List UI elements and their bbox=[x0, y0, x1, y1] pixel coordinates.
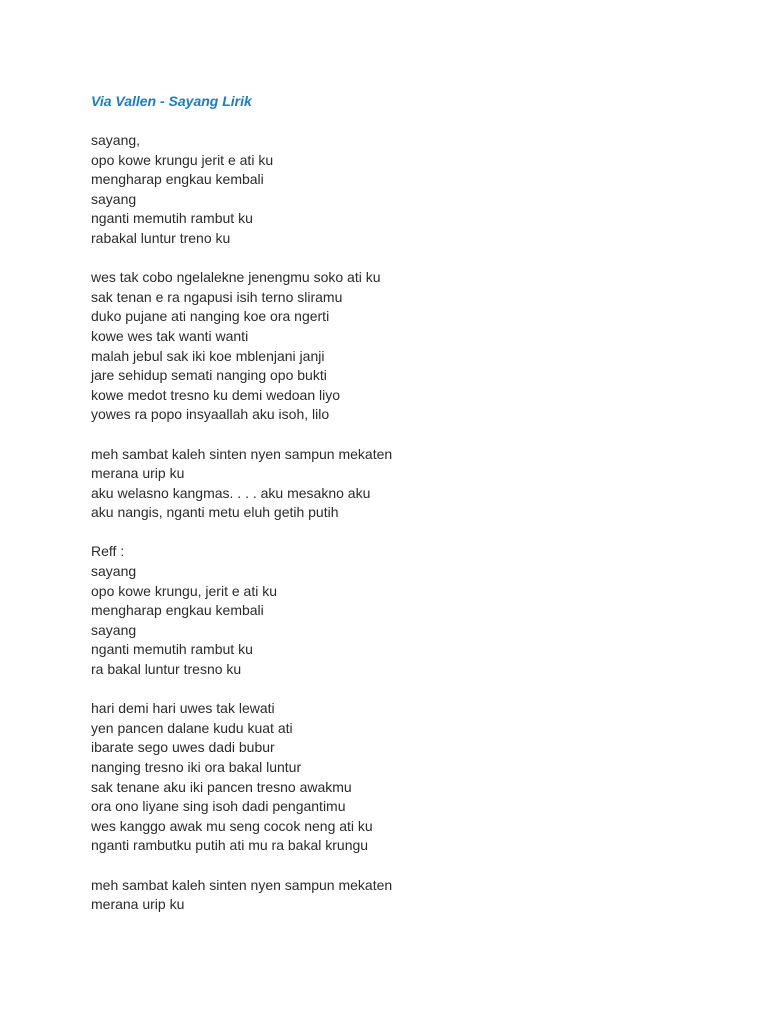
lyric-line: nganti memutih rambut ku bbox=[91, 210, 253, 227]
lyric-line: malah jebul sak iki koe mblenjani janji bbox=[91, 347, 325, 364]
lyric-line: aku welasno kangmas. . . . aku mesakno aku bbox=[91, 484, 371, 501]
lyric-line: meh sambat kaleh sinten nyen sampun mekaten bbox=[91, 876, 393, 893]
lyric-line: mengharap engkau kembali bbox=[91, 171, 264, 188]
lyric-line: aku nangis, nganti metu eluh getih putih bbox=[91, 504, 339, 521]
lyrics-stanza bbox=[91, 699, 392, 856]
lyric-line: sak tenane aku iki pancen tresno awakmu bbox=[91, 778, 352, 795]
lyric-line: ora ono liyane sing isoh dadi pengantimu bbox=[91, 798, 346, 815]
document-title: Via Vallen - Sayang Lirik bbox=[91, 93, 252, 109]
lyric-line: opo kowe krungu, jerit e ati ku bbox=[91, 582, 277, 599]
lyric-line: kowe wes tak wanti wanti bbox=[91, 327, 249, 344]
lyrics-stanza bbox=[91, 542, 392, 679]
lyric-line: ibarate sego uwes dadi bubur bbox=[91, 739, 275, 756]
lyric-line: sak tenan e ra ngapusi isih terno sliramu bbox=[91, 288, 343, 305]
lyric-line: hari demi hari uwes tak lewati bbox=[91, 700, 275, 717]
lyrics-stanza bbox=[91, 876, 392, 915]
lyric-line: sayang bbox=[91, 563, 137, 580]
lyric-line: mengharap engkau kembali bbox=[91, 602, 264, 619]
lyric-line: wes kanggo awak mu seng cocok neng ati ku bbox=[91, 817, 373, 834]
lyric-line: meh sambat kaleh sinten nyen sampun mekaten bbox=[91, 445, 393, 462]
lyric-line: merana urip ku bbox=[91, 465, 185, 482]
lyric-line: wes tak cobo ngelalekne jenengmu soko ati ku bbox=[91, 269, 381, 286]
lyric-line: kowe medot tresno ku demi wedoan liyo bbox=[91, 386, 341, 403]
lyric-line: nganti rambutku putih ati mu ra bakal krungu bbox=[91, 837, 369, 854]
lyric-line: Reff : bbox=[91, 543, 125, 560]
lyric-line: yowes ra popo insyaallah aku isoh, lilo bbox=[91, 406, 330, 423]
lyric-line: sayang bbox=[91, 190, 137, 207]
lyric-line: nganti memutih rambut ku bbox=[91, 641, 253, 658]
lyrics-body bbox=[91, 131, 392, 915]
lyric-line: sayang bbox=[91, 621, 137, 638]
lyric-line: sayang, bbox=[91, 132, 141, 148]
lyric-line: nanging tresno iki ora bakal luntur bbox=[91, 759, 302, 775]
lyric-line: merana urip ku bbox=[91, 896, 185, 913]
lyric-line: ra bakal luntur tresno ku bbox=[91, 661, 242, 678]
lyrics-stanza bbox=[91, 131, 392, 249]
lyric-line: yen pancen dalane kudu kuat ati bbox=[91, 719, 293, 736]
lyric-line: jare sehidup semati nanging opo bukti bbox=[91, 367, 327, 384]
lyric-line: duko pujane ati nanging koe ora ngerti bbox=[91, 308, 330, 325]
lyric-line: rabakal luntur treno ku bbox=[91, 229, 231, 246]
lyrics-stanza bbox=[91, 445, 392, 523]
lyrics-stanza bbox=[91, 268, 392, 425]
lyric-line: opo kowe krungu jerit e ati ku bbox=[91, 151, 274, 168]
